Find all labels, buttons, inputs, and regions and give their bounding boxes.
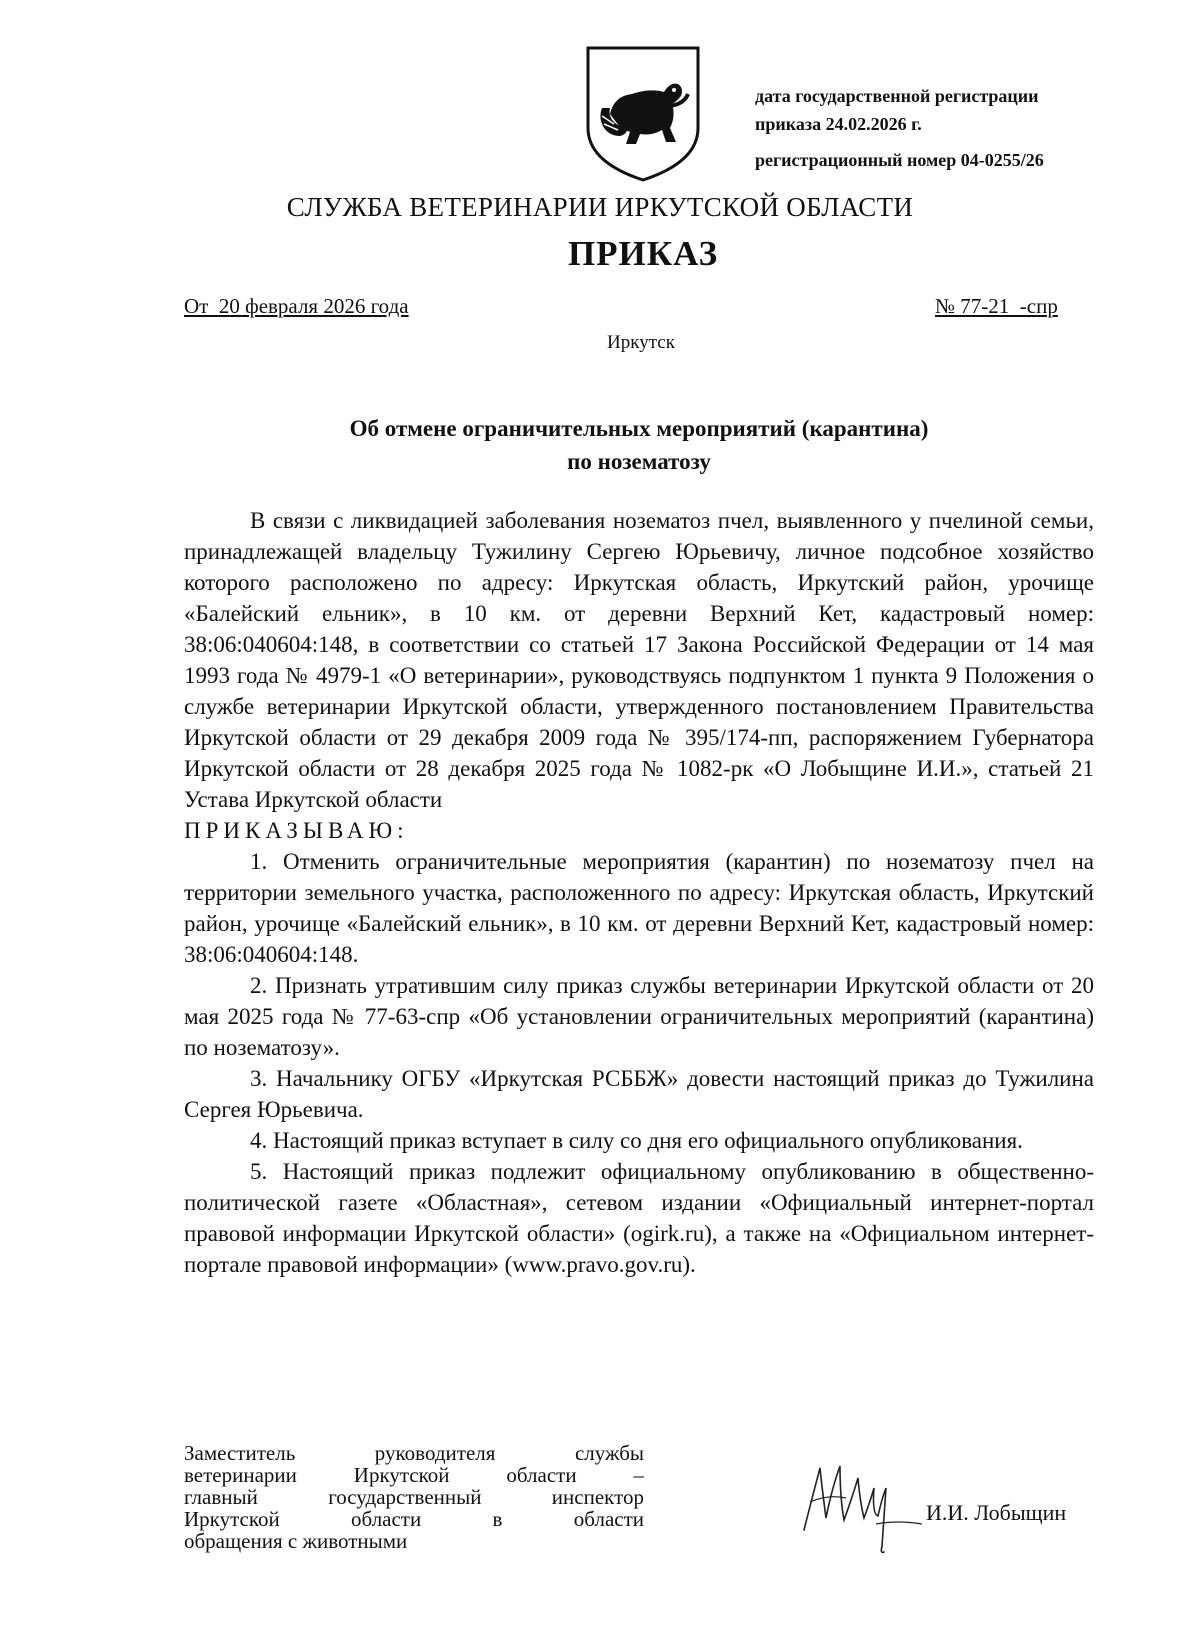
document-city: Иркутск xyxy=(607,332,675,353)
order-item-1: 1. Отменить ограничительные мероприятия (карантин) по нозематозу пчел на территории земельного участка, расположенного по адресу: Иркутская область, Иркутский район, урочище «Балейский ельник», в 10 км. от деревни Верхний Кет, кадастровый номер: 38:06:040604:148. xyxy=(184,849,1094,967)
document-title-line2: по нозематозу xyxy=(567,449,711,474)
organization-name: СЛУЖБА ВЕТЕРИНАРИИ ИРКУТСКОЙ ОБЛАСТИ xyxy=(286,192,914,222)
preamble-paragraph: В связи с ликвидацией заболевания нозематоз пчел, выявленного у пчелиной семьи, принадлежащей владельцу Тужилину Сергею Юрьевичу, личное подсобное хозяйство которого расположено по адресу: Иркутская область, Иркутский район, урочище «Балейский ельник», в 10 км. от деревни Верхний Кет, кадастровый номер: 38:06:040604:148, в соответствии со статьей 17 Закона Российской Федерации от 14 мая 1993 года № 4979-1 «О ветеринарии», руководствуясь подпунктом 1 пункта 9 Положения о службе ветеринарии Иркутской области, утвержденного постановлением Правительства Иркутской области от 29 декабря 2009 года № 395/174-пп, распоряжением Губернатора Иркутской области от 28 декабря 2025 года № 1082-рк «О Лобыщине И.И.», статьей 21 Устава Иркутской области xyxy=(184,508,1094,812)
document-body xyxy=(184,505,1094,1280)
order-item-5: 5. Настоящий приказ подлежит официальному опубликованию в общественно-политической газете «Областная», сетевом издании «Официальный интернет-портал правовой информации Иркутской области» (ogirk.ru), а также на «Официальном интернет-портале правовой информации» (www.pravo.gov.ru). xyxy=(184,1159,1094,1277)
order-item-4: 4. Настоящий приказ вступает в силу со дня его официального опубликования. xyxy=(250,1128,1023,1153)
coat-of-arms-icon xyxy=(584,44,702,184)
registration-date: приказа 24.02.2026 г. xyxy=(755,114,922,134)
document-title xyxy=(184,412,1094,478)
registration-date-label: дата государственной регистрации xyxy=(755,86,1039,106)
signatory-position xyxy=(184,1442,644,1552)
signatory-position-line: Заместитель руководителя службы xyxy=(184,1441,644,1465)
signatory-position-line: главный государственный инспектор xyxy=(184,1485,644,1509)
document-title-line1: Об отмене ограничительных мероприятий (карантина) xyxy=(349,416,929,441)
registration-number: регистрационный номер 04-0255/26 xyxy=(755,150,1044,170)
signatory-position-line: ветеринарии Иркутской области – xyxy=(184,1463,644,1487)
handwritten-signature-icon xyxy=(798,1458,938,1558)
document-type: ПРИКАЗ xyxy=(567,234,719,273)
order-word: ПРИКАЗЫВАЮ: xyxy=(184,818,409,843)
document-number: № 77-21 -спр xyxy=(935,294,1058,318)
signatory-position-line: Иркутской области в области xyxy=(184,1507,644,1531)
order-item-2: 2. Признать утратившим силу приказ службы ветеринарии Иркутской области от 20 мая 2025 года № 77-63-спр «Об установлении ограничительных мероприятий (карантина) по нозематозу». xyxy=(184,973,1094,1060)
signatory-name: И.И. Лобыщин xyxy=(926,1500,1067,1525)
document-date: От 20 февраля 2026 года xyxy=(184,294,409,318)
registration-info xyxy=(755,82,1145,174)
signatory-position-line: обращения с животными xyxy=(184,1529,408,1553)
order-item-3: 3. Начальнику ОГБУ «Иркутская РСББЖ» довести настоящий приказ до Тужилина Сергея Юрьевича. xyxy=(184,1066,1094,1122)
